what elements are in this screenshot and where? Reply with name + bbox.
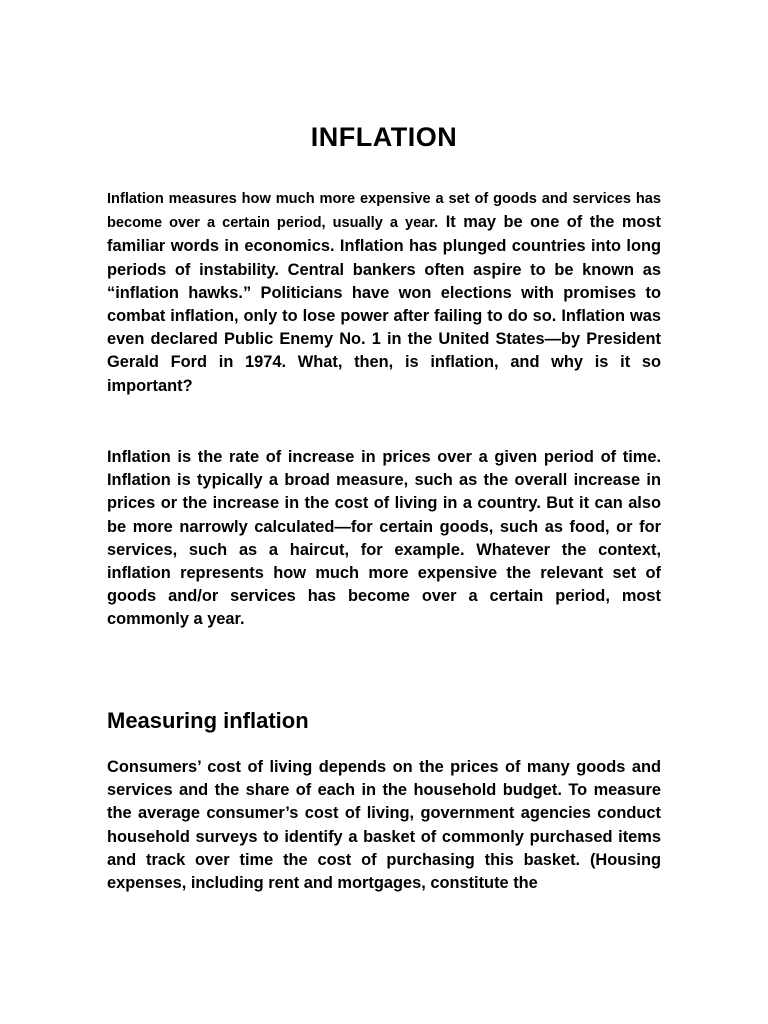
paragraph-measuring: Consumers’ cost of living depends on the prices of many goods and services and the share of each in the household budget. To measure the average consumer’s cost of living, government agencies conduct household surveys to identify a basket of commonly purchased items and track over time the cost of purchasing this basket. (Housing expenses, including rent and mortgages, constitute the — [107, 758, 661, 893]
paragraph-intro-lead: Inflation measures how much more expensive a set of goods and services has become over a certain period, usually a year. — [107, 191, 661, 232]
document-title: INFLATION — [310, 122, 458, 152]
section-heading: Measuring inflation — [107, 708, 309, 733]
paragraph-intro-body: It may be one of the most familiar words in economics. Inflation has plunged countries into long periods of instability. Central bankers often aspire to be known as “inflation hawks.” Politicians have won elections with promises to combat inflation, only to lose power after failing to do so. Inflation was even declared Public Enemy No. 1 in the United States—by President Gerald Ford in 1974. What, then, is inflation, and why is it so important? — [107, 213, 661, 395]
paragraph-definition: Inflation is the rate of increase in prices over a given period of time. Inflation is typically a broad measure, such as the overall increase in prices or the increase in the cost of living in a country. But it can also be more narrowly calculated—for certain goods, such as food, or for services, such as a haircut, for example. Whatever the context, inflation represents how much more expensive the relevant set of goods and/or services has become over a certain period, most commonly a year. — [107, 448, 661, 629]
paragraph-intro — [107, 187, 661, 398]
